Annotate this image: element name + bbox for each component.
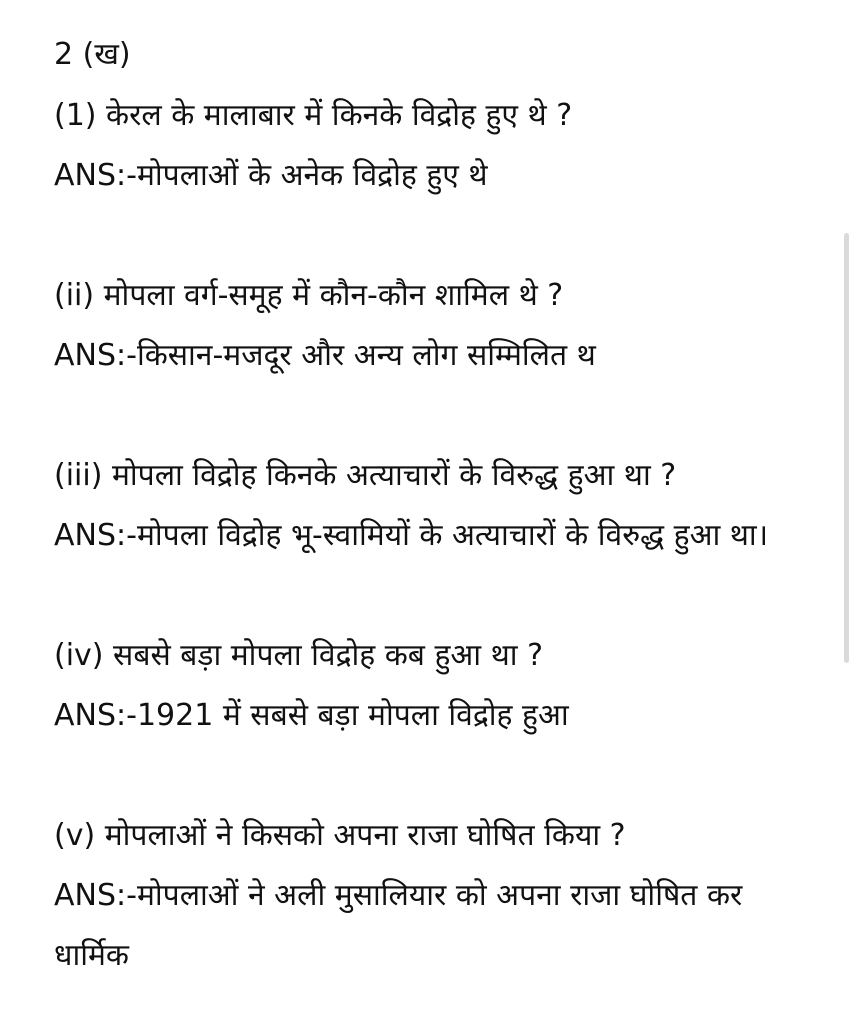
answer-5: ANS:-मोपलाओं ने अली मुसालियार को अपना राजा घोषित कर धार्मिक (54, 878, 743, 973)
qa-item-3 (54, 446, 814, 566)
qa-item-2 (54, 266, 814, 386)
answer-4: ANS:-1921 में सबसे बड़ा मोपला विद्रोह हुआ (54, 698, 569, 733)
qa-item-4 (54, 626, 814, 746)
document-body (54, 30, 814, 986)
question-5: (v) मोपलाओं ने किसको अपना राजा घोषित किया ? (54, 818, 626, 853)
question-2: (ii) मोपला वर्ग-समूह में कौन-कौन शामिल थे ? (54, 278, 564, 313)
qa-item-5 (54, 806, 814, 986)
answer-2: ANS:-किसान-मजदूर और अन्य लोग सम्मिलित थ (54, 338, 596, 373)
answer-1: ANS:-मोपलाओं के अनेक विद्रोह हुए थे (54, 158, 488, 193)
qa-item-1 (54, 86, 814, 206)
scrollbar[interactable] (844, 233, 849, 663)
question-1: (1) केरल के मालाबार में किनके विद्रोह हुए थे ? (54, 98, 573, 133)
answer-3: ANS:-मोपला विद्रोह भू-स्वामियों के अत्याचारों के विरुद्ध हुआ था। (54, 518, 769, 553)
question-4: (iv) सबसे बड़ा मोपला विद्रोह कब हुआ था ? (54, 638, 543, 673)
section-heading: 2 (ख) (54, 37, 131, 72)
question-3: (iii) मोपला विद्रोह किनके अत्याचारों के विरुद्ध हुआ था ? (54, 458, 677, 493)
